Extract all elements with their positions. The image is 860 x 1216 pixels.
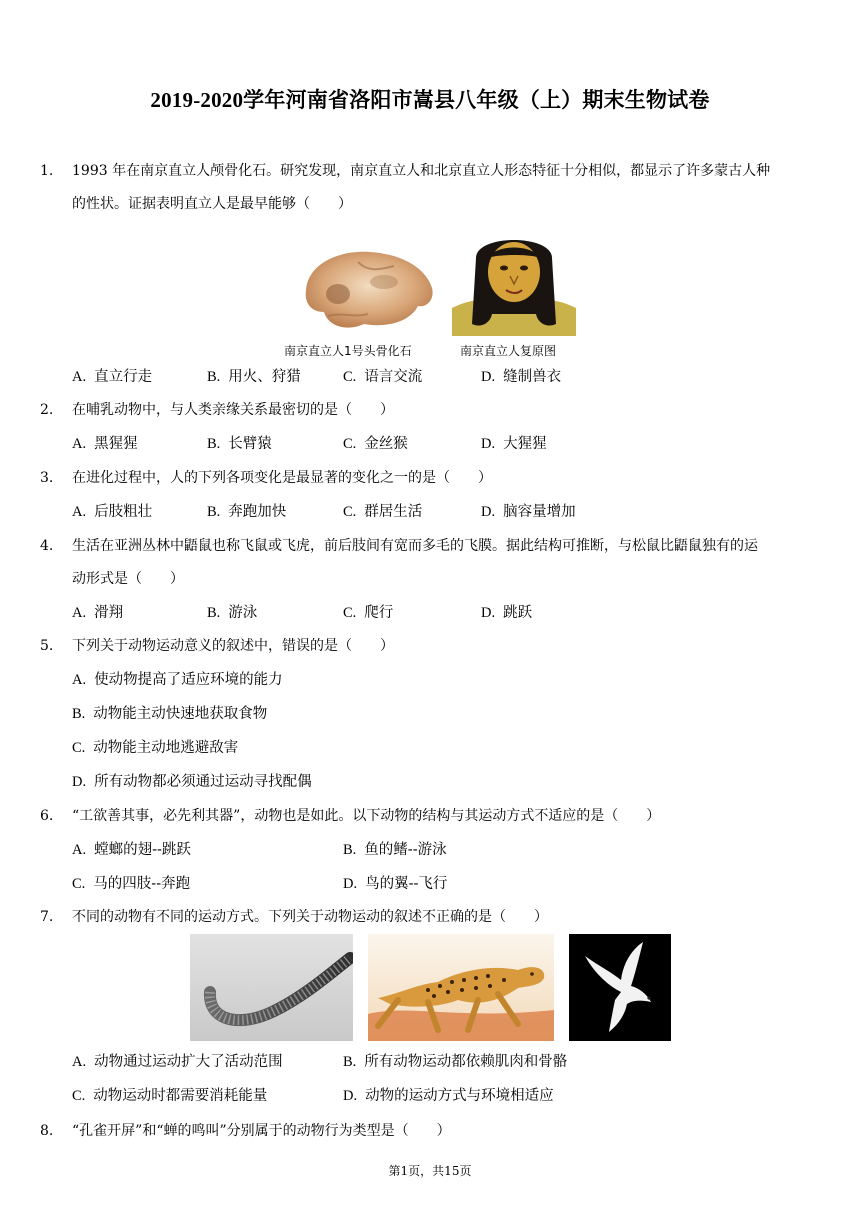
option-a: A. 后肢粗壮 [72, 504, 153, 520]
option-a: A. 使动物提高了适应环境的能力 [72, 672, 283, 688]
figure-caption: 南京直立人1号头骨化石 [284, 344, 412, 358]
question-number: 4. [40, 538, 54, 554]
option-d: D. 鸟的翼--飞行 [343, 876, 448, 892]
question-number: 7. [40, 909, 54, 925]
option-c: C. 爬行 [343, 605, 394, 621]
skull-fossil-image [298, 242, 436, 336]
option-d: D. 缝制兽衣 [481, 369, 562, 385]
question-text: 生活在亚洲丛林中鼯鼠也称飞鼠或飞虎，前后肢间有宽而多毛的飞膜。据此结构可推断，与松鼠比鼯鼠独有的运 [72, 538, 758, 554]
option-b: B. 游泳 [207, 605, 258, 621]
question-text: 下列关于动物运动意义的叙述中，错误的是（ ） [72, 638, 394, 654]
option-b: B. 用火、狩猎 [207, 369, 301, 385]
option-c: C. 动物运动时都需要消耗能量 [72, 1088, 268, 1104]
question-text: “孔雀开屏”和“蝉的鸣叫”分别属于的动物行为类型是（ ） [72, 1123, 451, 1139]
option-a: A. 直立行走 [72, 369, 153, 385]
page-footer: 第1页，共15页 [388, 1164, 472, 1178]
option-b: B. 奔跑加快 [207, 504, 287, 520]
question-text: “工欲善其事，必先利其器”，动物也是如此。以下动物的结构与其运动方式不适应的是（ ） [72, 808, 661, 824]
earthworm-image [190, 934, 353, 1041]
question-number: 3. [40, 470, 54, 486]
question-number: 6. [40, 808, 54, 824]
question-number: 5. [40, 638, 54, 654]
option-d: D. 所有动物都必须通过运动寻找配偶 [72, 774, 312, 790]
option-c: C. 马的四肢--奔跑 [72, 876, 191, 892]
question-number: 8. [40, 1123, 54, 1139]
option-d: D. 大猩猩 [481, 436, 547, 452]
option-c: C. 金丝猴 [343, 436, 408, 452]
question-text: 不同的动物有不同的运动方式。下列关于动物运动的叙述不正确的是（ ） [72, 909, 548, 925]
option-d: D. 跳跃 [481, 605, 533, 621]
question-text: 的性状。证据表明直立人是最早能够（ ） [72, 196, 352, 212]
reconstruction-portrait-image [452, 228, 576, 336]
question-number: 1. [40, 163, 54, 179]
question-text: 在哺乳动物中，与人类亲缘关系最密切的是（ ） [72, 402, 394, 418]
option-c: C. 语言交流 [343, 369, 423, 385]
question-text: 1993 年在南京直立人颅骨化石。研究发现，南京直立人和北京直立人形态特征十分相似，都显示了许多蒙古人种 [72, 163, 771, 179]
option-d: D. 脑容量增加 [481, 504, 576, 520]
cheetah-image [368, 934, 554, 1041]
option-c: C. 群居生活 [343, 504, 423, 520]
question-text: 动形式是（ ） [72, 571, 184, 587]
question-text: 在进化过程中，人的下列各项变化是最显著的变化之一的是（ ） [72, 470, 492, 486]
option-a: A. 黑猩猩 [72, 436, 138, 452]
option-a: A. 滑翔 [72, 605, 124, 621]
option-b: B. 长臂猿 [207, 436, 272, 452]
page-title: 2019-2020学年河南省洛阳市嵩县八年级（上）期末生物试卷 [150, 88, 710, 112]
option-b: B. 动物能主动快速地获取食物 [72, 706, 268, 722]
figure-caption: 南京直立人复原图 [460, 344, 557, 358]
option-d: D. 动物的运动方式与环境相适应 [343, 1088, 554, 1104]
option-b: B. 所有动物运动都依赖肌肉和骨骼 [343, 1054, 568, 1070]
dove-image [569, 934, 671, 1041]
option-c: C. 动物能主动地逃避敌害 [72, 740, 239, 756]
question-number: 2. [40, 402, 54, 418]
option-b: B. 鱼的鳍--游泳 [343, 842, 447, 858]
option-a: A. 动物通过运动扩大了活动范围 [72, 1054, 283, 1070]
option-a: A. 螳螂的翅--跳跃 [72, 842, 191, 858]
